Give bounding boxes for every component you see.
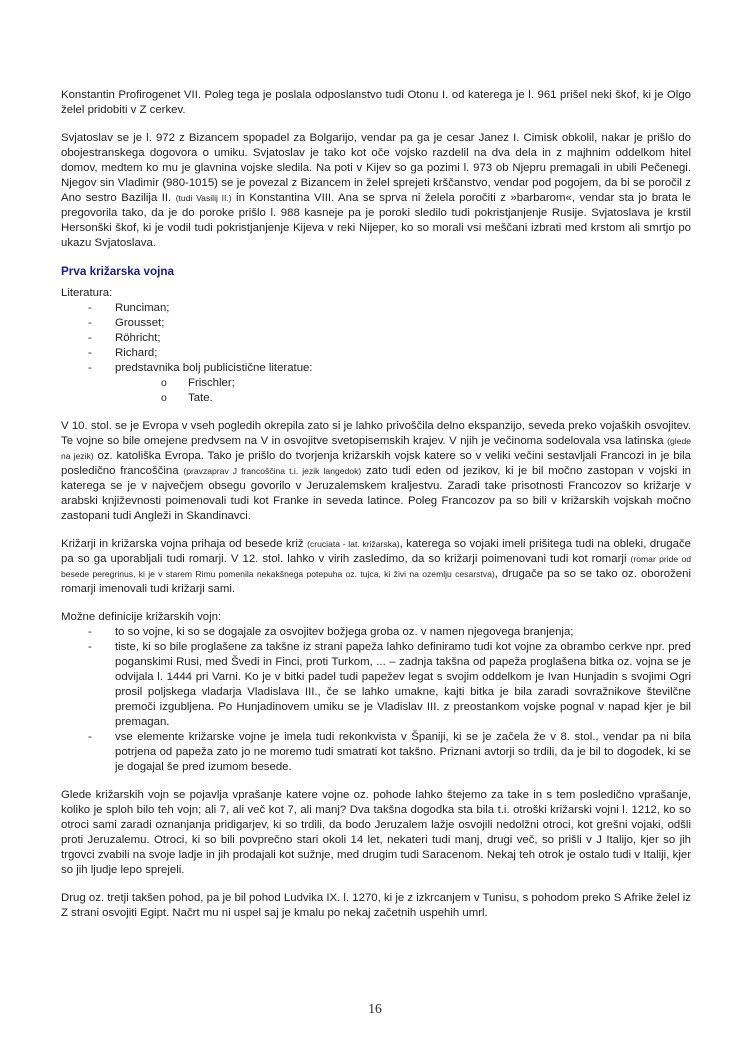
paragraph [61,419,691,524]
inline-note: (glede na jezik) [61,436,691,461]
text-run: , katerega so vojaki imeli prišitega tudi na obleki, drugače pa so ga uporabljali tudi romarji. V 12. stol. lahko v virih zasledimo, da so križarji poimenovani tudi kot romarji [61,538,691,565]
document-content [61,88,691,934]
dash-bullet-icon: - [88,332,92,344]
text-run: tiste, ki so bile proglašene za takšne iz strani papeža lahko definiramo tudi kot vojne za obrambo cerkve npr. pred poganskimi Rusi, med Švedi in Finci, proti Turkom, ... – zadnja takšna od papeža proglašena bitka oz. vojna se je odvijala l. 1444 pri Varni. Ko je v bitki padel tudi papežev legat s svojim oddelkom je Ivan Hunjadin s svojimi Ogri prosil poljskega vladarja Vladislava III., če se lahko umakne, kajti bitka je bila zaradi sovražnikove številčne premoči izgubljena. Po Hunjadinovem umiku se je Vladislav III. z preostankom vojske pognal v napad kjer je bil premagan. [115,641,691,728]
text-run: in Konstantina VIII. Ana se sprva ni želela poročiti z »barbarom«, vendar sta jo brata le pregovorila tako, da je do poroke prišlo l. 988 kasneje pa je poroki sledilo tudi pokristjanjenje Rusije. Svjatoslava je krstil Hersonški škof, ki je vodil tudi pokristjanjenje Kijeva v reki Nijeper, ko so morali vsi meščani izbrati med krstom ali smrtjo po ukazu Svjatoslava. [61,192,691,249]
text-run: V 10. stol. se je Evropa v vseh pogledih okrepila zato si je lahko privoščila delno ekspanzijo, seveda preko vojaških osvojitev. Te vojne so bile omejene predvsem na V in osvojitve svetopisemskih krajev. V njih je večinoma sodelovala vsa latinska [61,420,691,447]
text-run: Križarji in križarska vojna prihaja od besede križ [61,538,308,550]
list-label [61,610,691,625]
sub-list-item [61,391,691,406]
paragraph [61,788,691,878]
text-run: Richard; [115,347,158,359]
paragraph [61,537,691,597]
list-item [61,316,691,331]
text-run: Runciman; [115,302,170,314]
circle-bullet-icon: o [161,377,167,389]
text-run: vse elemente križarske vojne je imela tudi rekonkvista v Španiji, ki se je začela že v 8. stol., vendar pa ni bila potrjena od papeža zato jo ne moremo tudi smatrati kot takšno. Priznani avtorji so trdili, da je bil to dogodek, ki se je dogajal še pred izumom besede. [115,731,691,773]
list-item [61,361,691,376]
text-run: Drug oz. tretji takšen pohod, pa je bil pohod Ludvika IX. l. 1270, ki je z izkrcanjem v Tunisu, s pohodom preko S Afrike želel iz Z strani osvojiti Egipt. Načrt mu ni uspel saj je kmalu po nekaj začetnih uspehih umrl. [61,892,691,919]
sub-list-item-text [188,377,235,389]
inline-note: (pravzaprav J francoščina t.i. jezik langedok) [183,466,362,476]
inline-note: (tudi Vasilij II.) [175,193,232,203]
list-item [61,730,691,775]
page-number: 16 [368,1001,382,1016]
text-run: oz. katoliška Evropa. Tako je prišlo do tvorjenja križarskih vojsk katere so v veliki večini sestavljali Francozi in je bila posledično francoščina [61,450,691,477]
text-run: Glede križarskih vojn se pojavlja vprašanje katere vojne oz. pohode lahko štejemo za take in s tem posledično vprašanje, koliko je sploh bilo teh vojn; ali 7, ali več kot 7, ali manj? Dva takšna dogodka sta bila t.i. otroški križarski vojni l. 1212, ko so otroci sami zaradi oznanjanja pridigarjev, ki so trdili, da bodo Jeruzalem lažje osvojili nedolžni otroci, kot grešni vojaki, odšli proti Jeruzalemu. Otroci, ki so bili povprečno stari okoli 14 let, nekateri tudi manj, drugi več, so prišli v J Italijo, kjer so jih trgovci zvabili na svoje ladje in jih prodajali kot sužnje, med drugim tudi Saracenom. Nekaj teh otrok je ostalo tudi v Italiji, kjer so jih ljudje lepo sprejeli. [61,789,691,876]
dash-bullet-icon: - [88,317,92,329]
section-heading: Prva križarska vojna [61,265,175,278]
text-run: zato tudi eden od jezikov, ki je bil močno zastopan v vojski in katerega se je v največjem obsegu govorilo v Jeruzalemskem kraljestvu. Zaradi take prisotnosti Francozov so križarje v arabski književnosti poimenovali tudi kot Franke in seveda latince. Poleg Francozov pa so bili v križarskih vojskah močno zastopani tudi Angleži in Skandinavci. [61,465,691,522]
text-run: Tate. [188,392,213,404]
text-run: Možne definicije križarskih vojn: [61,611,222,623]
bullet-list [61,301,691,406]
text-run: , drugače pa so se tako oz. oboroženi romarji imenovali tudi križarji sami. [61,568,691,595]
list-item [61,301,691,316]
paragraph [61,891,691,921]
list-item-text [115,731,691,773]
dash-bullet-icon: - [88,641,92,653]
list-item [61,331,691,346]
text-run: Frischler; [188,377,235,389]
text-run: Svjatoslav se je l. 972 z Bizancem spopadel za Bolgarijo, vendar pa ga je cesar Janez I. Cimisk obkolil, nakar je prišlo do obojestranskega dogovora o umiku. Svjatoslav je tako kot oče vojsko razdelil na dva dela in z majhnim oddelkom hitel domov, medtem ko mu je glavnina vojske sledila. Na poti v Kijev so ga pozimi l. 973 ob Njepru premagali in ubili Pečenegi. Njegov sin Vladimir (980-1015) se je povezal z Bizancem in želel sprejeti krščanstvo, vendar pod pogojem, da bi se poročil z Ano sestro Bazilija II. [61,132,691,204]
dash-bullet-icon: - [88,626,92,638]
list-item-text [115,302,169,314]
list-item [61,625,691,640]
list-item-text [115,362,313,374]
dash-bullet-icon: - [88,347,92,359]
list-item-text [115,626,573,638]
list-item-text [115,641,691,728]
bullet-list [61,625,691,775]
inline-note: (romar pride od besede peregrinus, ki je v starem Rimu pomenila nekakšnega potepuha oz. tujca, ki živi na ozemlju cesarstva) [61,554,692,579]
inline-note: (cruciata - lat. križarska) [307,539,400,549]
list-item-text [115,317,164,329]
text-run: Konstantin Profirogenet VII. Poleg tega je poslala odposlanstvo tudi Otonu I. od katerega je l. 961 prišel neki škof, ki je Olgo želel pridobiti v Z cerkev. [61,89,691,116]
list-label [61,286,691,301]
list-item [61,346,691,361]
text-run: Literatura: [61,287,113,299]
list-item-text [115,347,157,359]
dash-bullet-icon: - [88,731,92,743]
text-run: predstavnika bolj publicistične literatue: [115,362,313,374]
text-run: Grousset; [115,317,165,329]
dash-bullet-icon: - [88,302,92,314]
list-item-text [115,332,161,344]
paragraph [61,88,691,118]
list-item [61,640,691,730]
dash-bullet-icon: - [88,362,92,374]
paragraph [61,131,691,251]
sub-list-item-text [188,392,213,404]
sub-list-item [61,376,691,391]
circle-bullet-icon: o [161,392,167,404]
text-run: to so vojne, ki so se dogajale za osvojitev božjega groba oz. v namen njegovega branjenja; [115,626,574,638]
text-run: Röhricht; [115,332,161,344]
